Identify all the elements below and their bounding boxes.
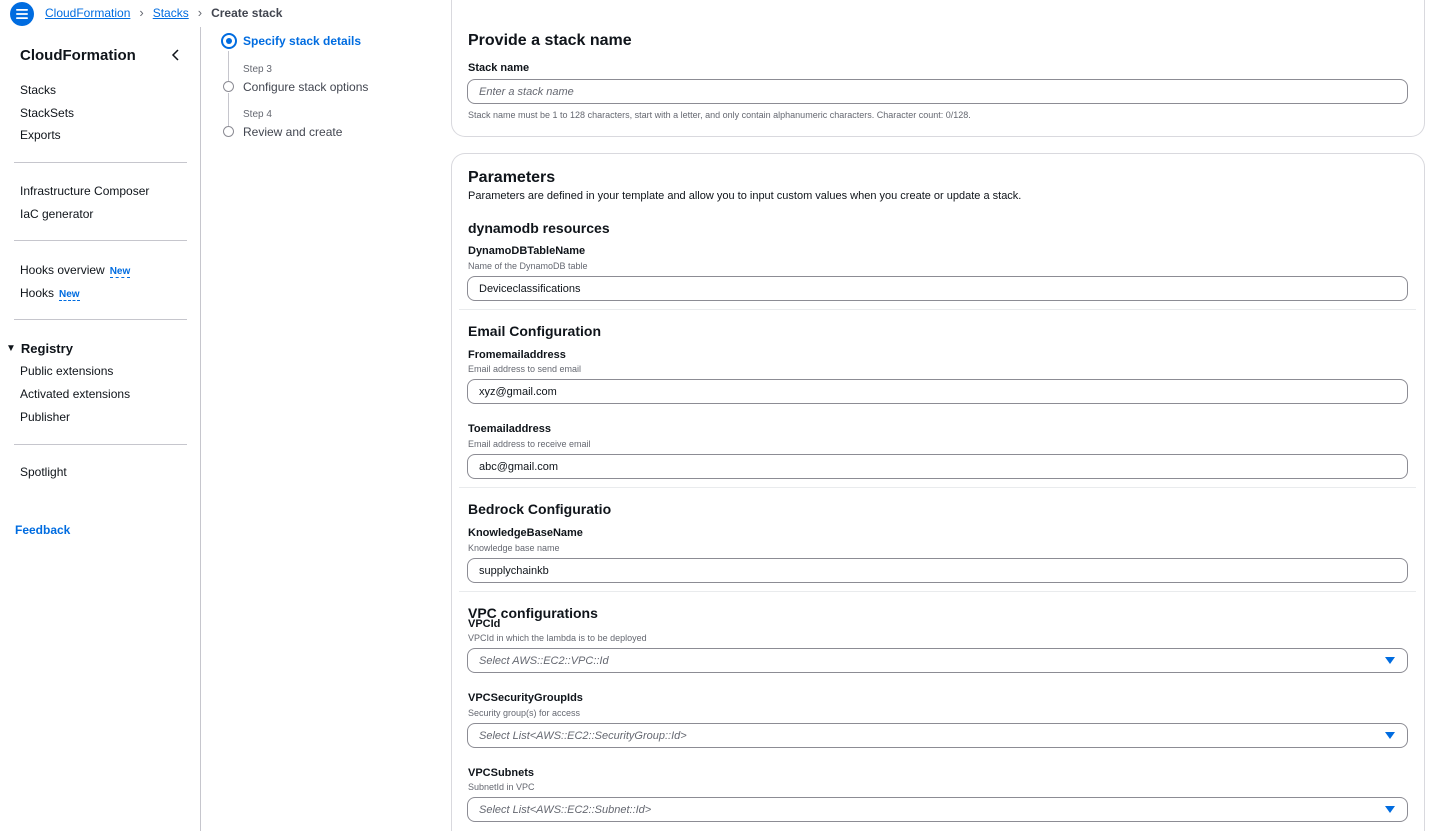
step-radio-icon [223,81,234,92]
breadcrumb-cloudformation[interactable]: CloudFormation [45,6,131,20]
chevron-left-icon[interactable] [170,48,182,62]
group-title-dynamodb: dynamodb resources [468,220,610,236]
breadcrumb [45,6,282,20]
sidebar-item-public-extensions[interactable]: Public extensions [20,364,114,378]
group-title-bedrock: Bedrock Configuratio [468,501,612,517]
subnets-select[interactable] [467,797,1408,822]
chevron-right-icon: › [139,5,144,20]
security-groups-desc: Security group(s) for access [468,708,581,718]
vpc-id-placeholder: Select AWS::EC2::VPC::Id [479,655,609,667]
sidebar-item-spotlight[interactable]: Spotlight [20,465,67,479]
sidebar-item-iac-generator[interactable]: IaC generator [20,207,94,221]
sidebar-divider [14,240,187,241]
step-connector [228,51,229,81]
stack-name-label: Stack name [468,62,530,74]
security-groups-placeholder: Select List<AWS::EC2::SecurityGroup::Id> [479,730,687,742]
security-groups-label: VPCSecurityGroupIds [468,692,583,704]
group-divider [459,591,1416,592]
parameters-description: Parameters are defined in your template and allow you to input custom values when you create or update a stack. [468,190,1022,202]
sidebar-section-label: Registry [20,341,73,356]
subnets-placeholder: Select List<AWS::EC2::Subnet::Id> [479,804,652,816]
group-title-vpc: VPC configurations [468,605,598,621]
caret-down-icon [1385,806,1395,813]
sidebar-section-registry[interactable] [6,341,73,356]
dynamodb-table-name-label: DynamoDBTableName [468,245,586,257]
security-groups-select[interactable] [467,723,1408,748]
vpc-id-select[interactable] [467,648,1408,673]
to-email-label: Toemailaddress [468,423,551,435]
stack-name-input[interactable] [467,79,1408,104]
new-badge: New [109,266,131,277]
subnets-label: VPCSubnets [468,767,535,779]
sidebar-item-stacksets[interactable]: StackSets [20,106,75,120]
current-step-icon [221,33,237,49]
caret-down-icon: ▼ [6,343,16,354]
wizard-step-number: Step 3 [243,64,272,75]
dynamodb-table-name-input[interactable] [467,276,1408,301]
step-connector [228,93,229,126]
from-email-label: Fromemailaddress [468,349,566,361]
breadcrumb-current: Create stack [211,6,283,20]
knowledge-base-desc: Knowledge base name [468,543,560,553]
from-email-desc: Email address to send email [468,364,582,374]
sidebar-divider [14,319,187,320]
group-divider [459,487,1416,488]
to-email-input[interactable] [467,454,1408,479]
sidebar-title: CloudFormation [20,47,136,64]
from-email-input[interactable] [467,379,1408,404]
new-badge: New [59,289,80,300]
knowledge-base-input[interactable] [467,558,1408,583]
breadcrumb-stacks[interactable]: Stacks [152,6,189,20]
caret-down-icon [1385,732,1395,739]
wizard-step-review[interactable]: Review and create [243,125,343,139]
wizard-step-current[interactable]: Specify stack details [243,34,362,48]
caret-down-icon [1385,657,1395,664]
sidebar-item-label: Hooks overview [20,263,105,277]
knowledge-base-label: KnowledgeBaseName [468,527,583,539]
chevron-right-icon: › [197,5,203,20]
sidebar-item-infrastructure-composer[interactable]: Infrastructure Composer [20,184,150,198]
sidebar-item-activated-extensions[interactable]: Activated extensions [20,387,131,401]
stack-name-hint: Stack name must be 1 to 128 characters, start with a letter, and only contain alphanumeric characters. Character count: 0/128. [468,110,971,120]
subnets-desc: SubnetId in VPC [468,782,535,792]
parameters-heading: Parameters [468,169,556,186]
vpc-id-desc: VPCId in which the lambda is to be deployed [468,633,647,643]
wizard-step-configure-options[interactable]: Configure stack options [243,80,369,94]
vpc-id-label: VPCId [468,618,501,630]
sidebar-item-publisher[interactable]: Publisher [20,410,71,424]
wizard-step-number: Step 4 [243,109,272,120]
sidebar-item-label: Hooks [20,286,55,300]
sidebar-item-exports[interactable]: Exports [20,128,61,142]
group-title-email: Email Configuration [468,323,601,339]
sidebar-item-stacks[interactable]: Stacks [20,83,57,97]
feedback-link[interactable]: Feedback [15,523,71,537]
side-navigation [0,27,201,831]
sidebar-divider [14,444,187,445]
group-divider [459,309,1416,310]
step-radio-icon [223,126,234,137]
menu-icon[interactable] [10,2,34,26]
sidebar-item-hooks-overview[interactable] [20,263,130,277]
sidebar-item-hooks[interactable] [20,286,80,300]
to-email-desc: Email address to receive email [468,439,591,449]
dynamodb-table-name-desc: Name of the DynamoDB table [468,261,588,271]
sidebar-divider [14,162,187,163]
stack-name-heading: Provide a stack name [468,32,632,49]
